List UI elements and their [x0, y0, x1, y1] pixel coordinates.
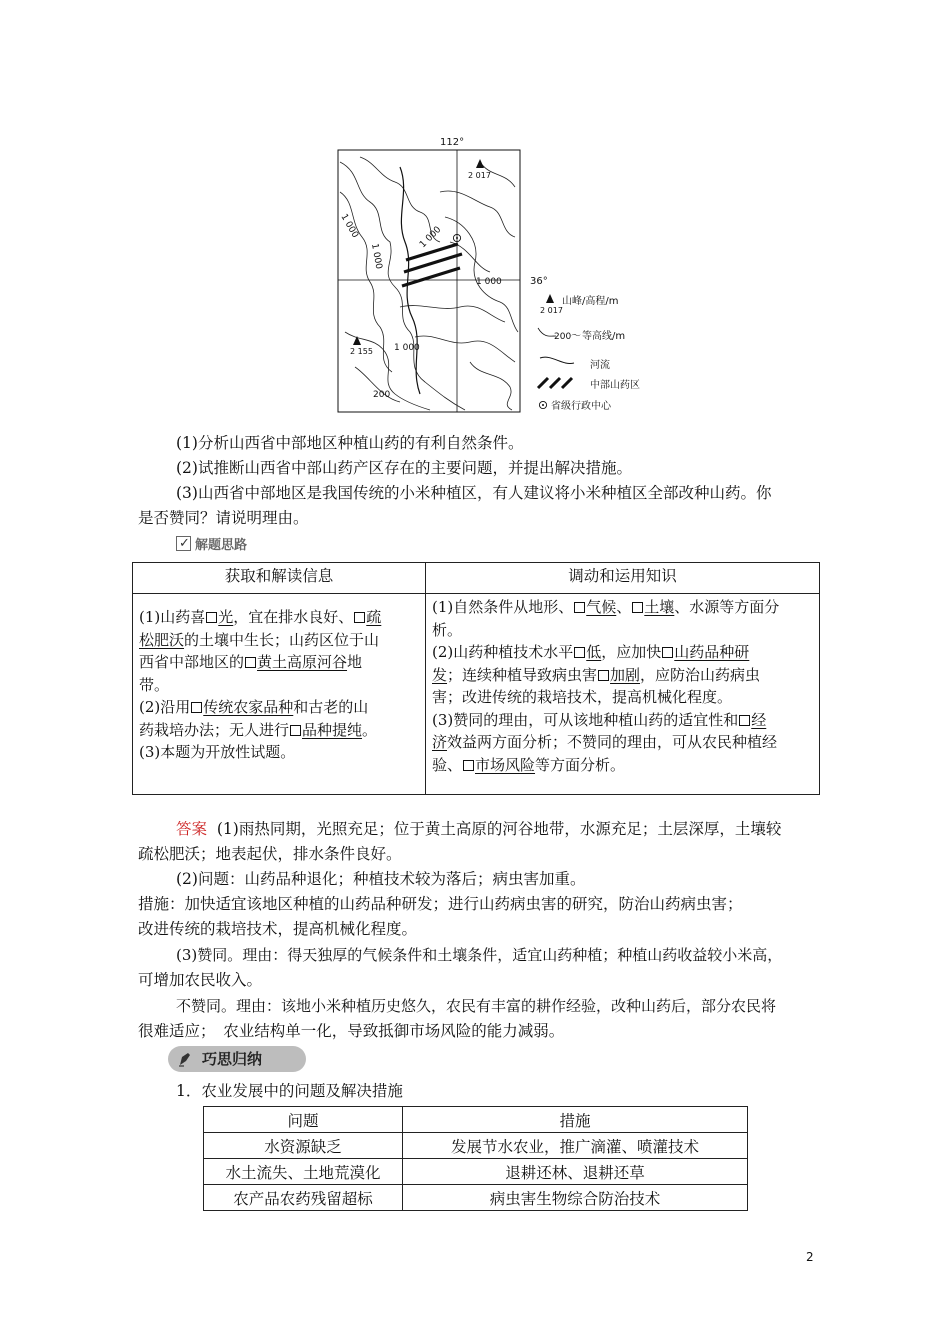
- section-qsgn-label: 巧思归纳: [202, 1050, 263, 1068]
- table-row: 水土流失、土地荒漠化 退耕还林、退耕还草: [204, 1159, 748, 1185]
- answer-line-9: 很难适应； 农业结构单一化，导致抵御市场风险的能力减弱。: [138, 1022, 565, 1040]
- svg-text:山峰/高程/m: 山峰/高程/m: [562, 296, 619, 307]
- question-1: (1)分析山西省中部地区种植山药的有利自然条件。: [176, 434, 524, 452]
- answer-line-8: 不赞同。理由：该地小米种植历史悠久，农民有丰富的耕作经验，改种山药后，部分农民将: [176, 997, 777, 1015]
- question-3-cont: 是否赞同？请说明理由。: [138, 509, 309, 527]
- svg-text:2 017: 2 017: [540, 306, 563, 315]
- section-jtsl-label: 解题思路: [195, 538, 248, 553]
- section-jtsl: [176, 536, 247, 556]
- page-number: 2: [806, 1250, 814, 1264]
- svg-text:中部山药区: 中部山药区: [590, 380, 640, 391]
- answer-line-2: 疏松肥沃；地表起伏，排水条件良好。: [138, 845, 402, 863]
- info-cell-left: (1)山药喜 光，宜在排水良好、 疏 松肥沃的土壤中生长；山药区位于山 西省中部地区的 黄土高原河谷地 带。 (2)沿用 传统农家品种和古老的山 药栽培办法；无人进行 品种提纯。 (3)本题为开放性试题。: [133, 594, 426, 795]
- info-header-left: 获取和解读信息: [133, 563, 426, 594]
- svg-text:200: 200: [554, 332, 572, 342]
- table-row: 农产品农药残留超标 病虫害生物综合防治技术: [204, 1185, 748, 1211]
- question-2: (2)试推断山西省中部山药产区存在的主要问题，并提出解决措施。: [176, 459, 632, 477]
- svg-text:1 000: 1 000: [394, 343, 420, 353]
- answer-line-4: 措施：加快适宜该地区种植的山药品种研发；进行山药病虫害的研究，防治山药病虫害；: [138, 895, 743, 913]
- longitude-label: 112°: [440, 137, 465, 148]
- peak-label-left: 2 155: [350, 347, 373, 356]
- measures-header-problem: 问题: [204, 1107, 403, 1133]
- svg-text:1 000: 1 000: [418, 224, 444, 251]
- measures-header-measure: 措施: [403, 1107, 748, 1133]
- answer-line-5: 改进传统的栽培技术，提高机械化程度。: [138, 920, 418, 938]
- info-cell-right: (1)自然条件从地形、 气候、 土壤、水源等方面分 析。 (2)山药种植技术水平 低，应加快 山药品种研 发；连续种植导致病虫害 加剧，应防治山药病虫 害；改进传统的栽培技术，提高机械化程度。 (3)赞同的理由，可从该地种植山药的适宜性和 经 济效益两方面分析；不赞同的理由，可从农民种植经 验、 市场风险等方面分析。: [426, 594, 820, 795]
- peak-label-top: 2 017: [468, 171, 491, 180]
- question-3: (3)山西省中部地区是我国传统的小米种植区，有人建议将小米种植区全部改种山药。你: [176, 484, 772, 502]
- svg-text:1 000: 1 000: [369, 242, 384, 270]
- info-header-right: 调动和运用知识: [426, 563, 820, 594]
- answer-line-1: 答案 (1)雨热同期，光照充足；位于黄土高原的河谷地带，水源充足；土层深厚，土壤较: [176, 820, 782, 838]
- latitude-label: 36°: [530, 276, 548, 287]
- answer-line-3: (2)问题：山药品种退化；种植技术较为落后；病虫害加重。: [176, 870, 586, 888]
- svg-text:省级行政中心: 省级行政中心: [551, 401, 611, 412]
- measures-table: [203, 1106, 748, 1211]
- section-qsgn: [168, 1046, 306, 1072]
- svg-text:～: ～: [571, 331, 581, 342]
- pen-icon: [178, 1051, 192, 1067]
- summary-title: 1．农业发展中的问题及解决措施: [176, 1082, 403, 1100]
- svg-text:河流: 河流: [590, 360, 610, 371]
- topographic-map: [300, 132, 670, 422]
- check-icon: ✓: [176, 536, 191, 551]
- table-row: 水资源缺乏 发展节水农业，推广滴灌、喷灌技术: [204, 1133, 748, 1159]
- map-legend: [538, 294, 640, 412]
- answer-label: 答案: [176, 820, 208, 838]
- svg-text:200: 200: [373, 390, 391, 400]
- svg-text:等高线/m: 等高线/m: [582, 331, 626, 342]
- info-table: [132, 562, 820, 795]
- answer-line-7: 可增加农民收入。: [138, 971, 263, 989]
- answer-line-6: (3)赞同。理由：得天独厚的气候条件和土壤条件，适宜山药种植；种植山药收益较小米高，: [176, 946, 783, 964]
- svg-text:1 000: 1 000: [338, 212, 360, 240]
- svg-text:1 000: 1 000: [476, 277, 502, 287]
